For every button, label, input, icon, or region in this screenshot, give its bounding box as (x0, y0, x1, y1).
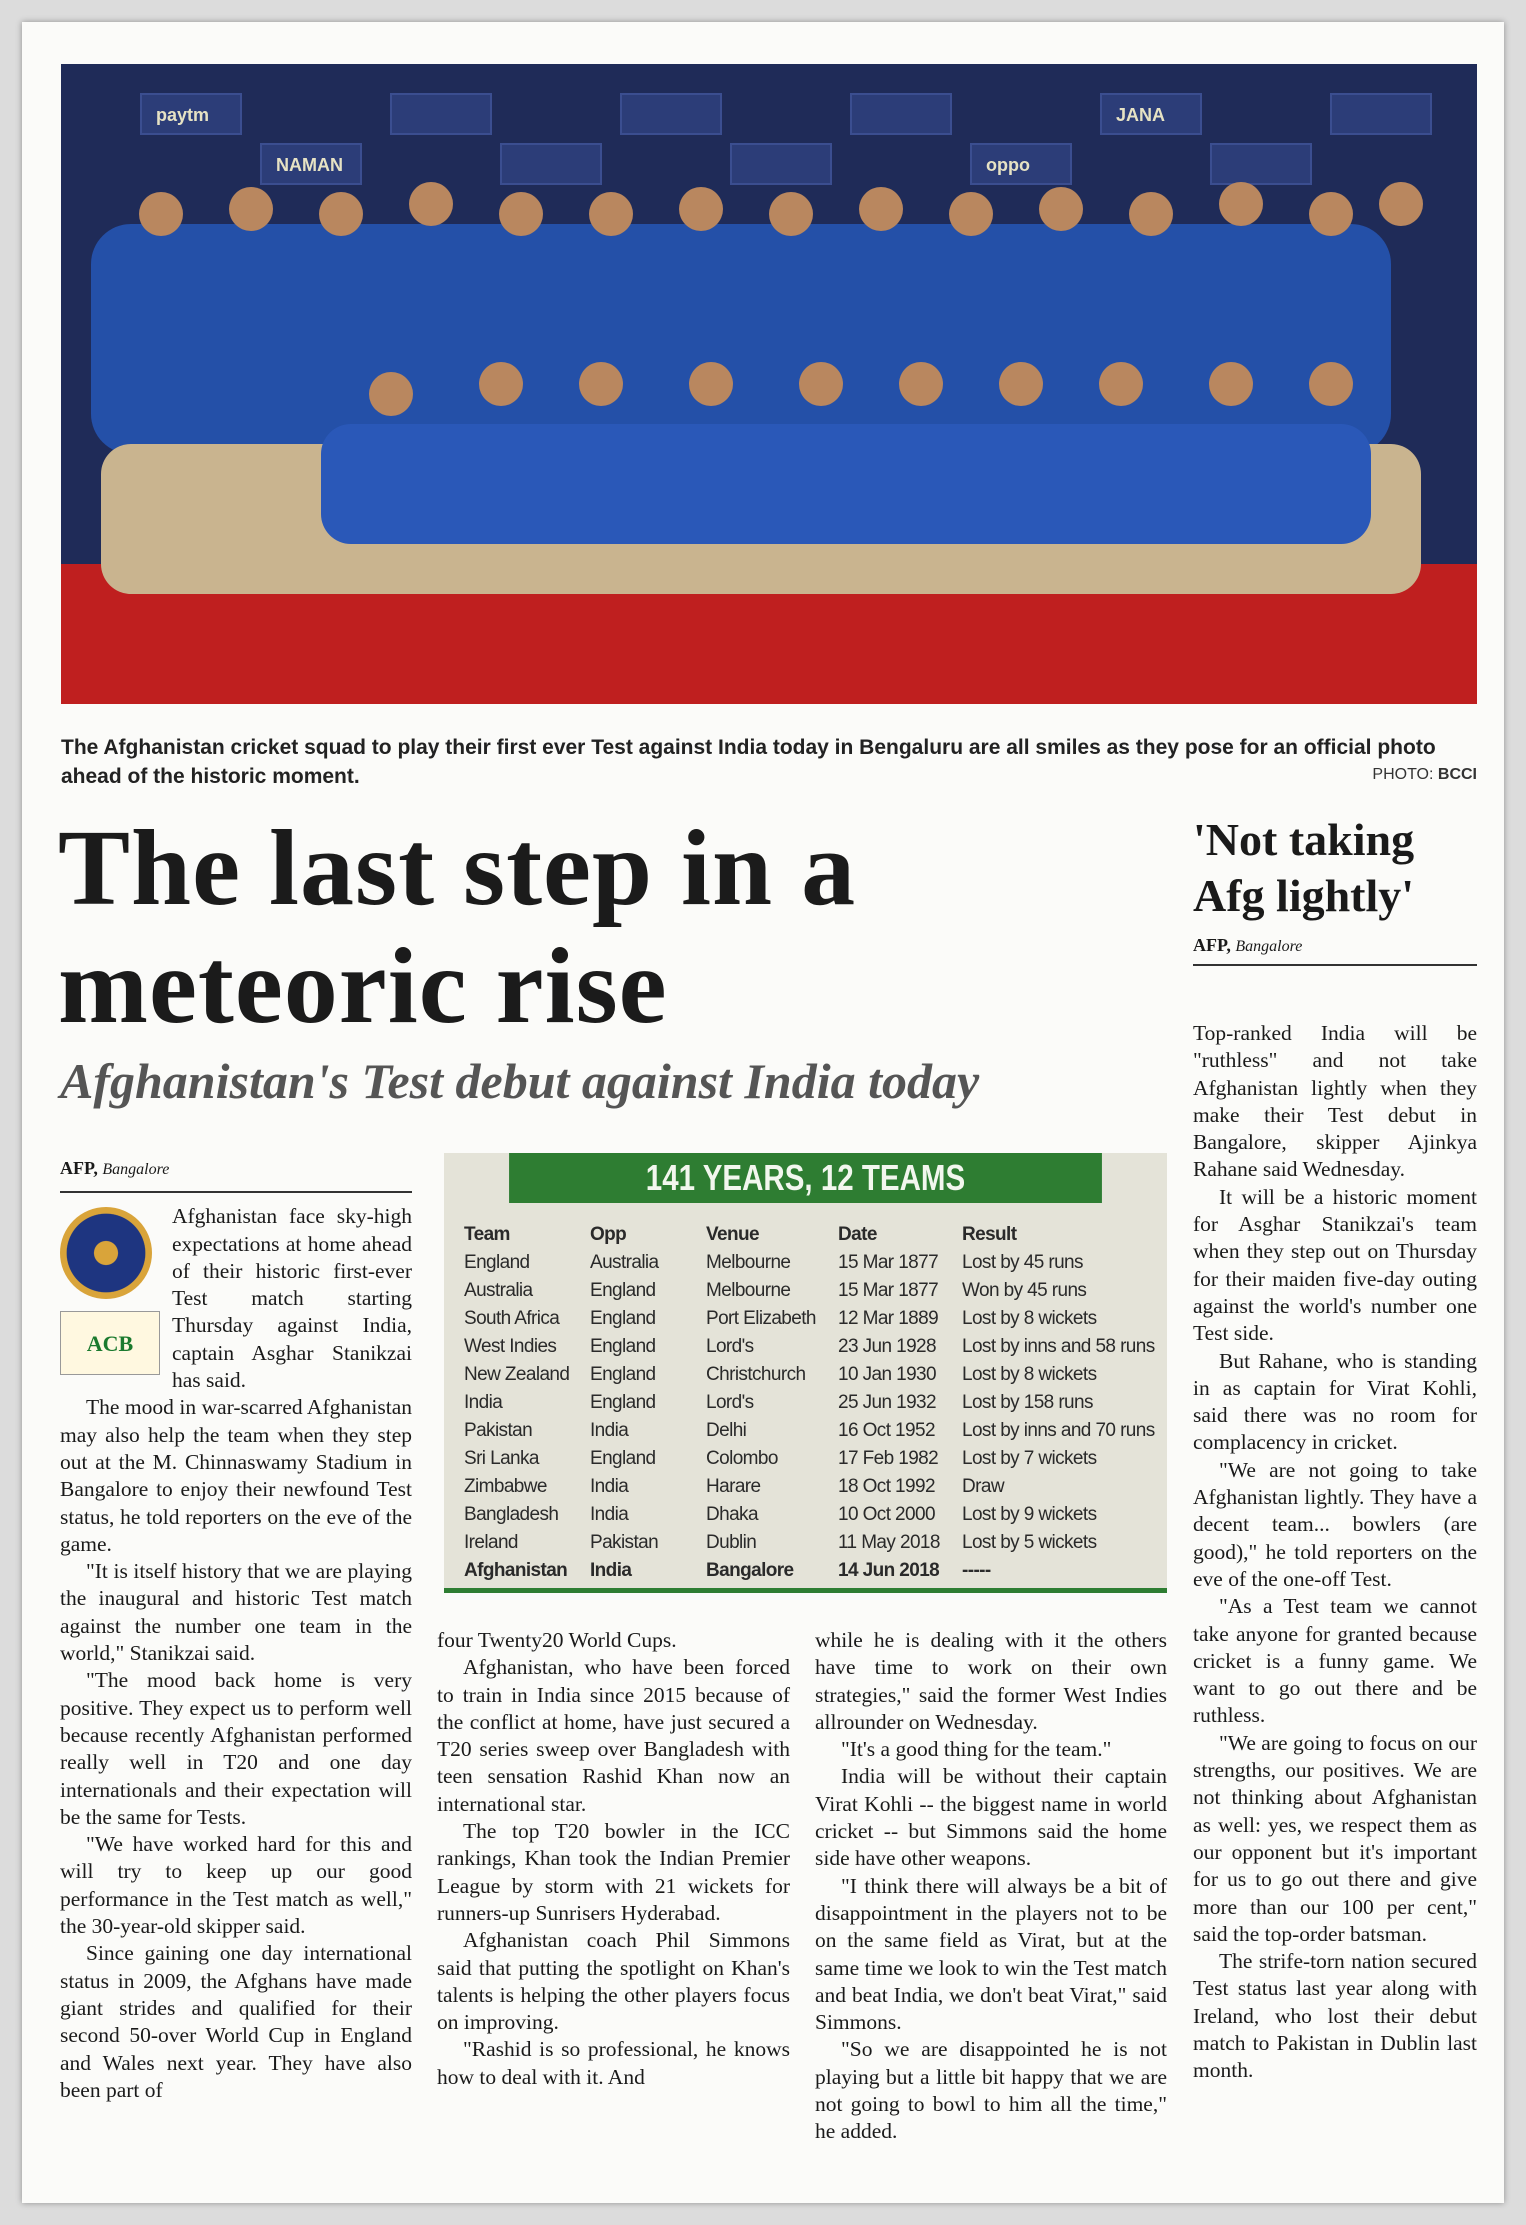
table-row (464, 1305, 1155, 1333)
paragraph: Top-ranked India will be "ruthless" and not take Afghanistan lightly when they make their Test debut in Bangalore, skipper Ajinkya Rahane said Wednesday. (1193, 1021, 1477, 1182)
byline-place: Bangalore (102, 1161, 170, 1178)
cell-team: Ireland (464, 1532, 518, 1553)
cell-date: 17 Feb 1982 (838, 1448, 939, 1469)
divider (60, 1191, 412, 1193)
subheadline: Afghanistan's Test debut against India today (60, 1053, 980, 1109)
cell-date: 15 Mar 1877 (838, 1280, 939, 1301)
cell-opp: Australia (590, 1252, 659, 1273)
table-header-row (464, 1221, 1155, 1249)
cell-team: Zimbabwe (464, 1476, 547, 1497)
headline (58, 810, 1178, 1046)
header-result: Result (962, 1224, 1017, 1245)
cell-opp: England (590, 1308, 656, 1329)
cell-result: Lost by 158 runs (962, 1392, 1093, 1413)
headline-line-1: The last step in a (58, 809, 857, 928)
cell-team: Australia (464, 1280, 533, 1301)
cell-opp: England (590, 1448, 656, 1469)
table-row (464, 1417, 1155, 1445)
paragraph: Afghanistan face sky-high expectations at home ahead of their historic first-ever Test match starting Thursday against India, captain Asghar Stanikzai has said. (172, 1204, 412, 1393)
article-column-3 (815, 1627, 1167, 2146)
cell-team: New Zealand (464, 1364, 570, 1385)
paragraph: "So we are disappointed he is not playing but a little bit happy that we are not going to bowl to him all the time," he added. (815, 2037, 1167, 2144)
cell-result: Won by 45 runs (962, 1280, 1087, 1301)
cell-result: Draw (962, 1476, 1004, 1497)
headline-line-2: meteoric rise (58, 927, 668, 1046)
cell-date: 10 Oct 2000 (838, 1504, 935, 1525)
cell-result: Lost by 45 runs (962, 1252, 1083, 1273)
table-row (464, 1529, 1155, 1557)
byline-agency: AFP, (60, 1158, 98, 1178)
table-row (464, 1389, 1155, 1417)
cell-venue: Port Elizabeth (706, 1308, 816, 1329)
paragraph: "We are going to focus on our strengths, our positives. We are not thinking about Afghanistan as well: yes, we respect them as our opponent but it's important for us to go out there and give more than our 100 per cent," said the top-order batsman. (1193, 1730, 1477, 1946)
cell-result: Lost by 5 wickets (962, 1532, 1097, 1553)
byline (60, 1155, 412, 1183)
paragraph: It will be a historic moment for Asghar Stanikzai's team when they step out on Thursday for their maiden five-day outing against the world's number one Test side. (1193, 1184, 1477, 1346)
credit-source: BCCI (1437, 766, 1477, 783)
cell-opp: England (590, 1364, 656, 1385)
team-photo (61, 64, 1477, 704)
header-team: Team (464, 1224, 510, 1245)
cell-venue: Harare (706, 1476, 761, 1497)
article-column-2 (437, 1627, 790, 2091)
cell-team: Sri Lanka (464, 1448, 539, 1469)
cell-team: Pakistan (464, 1420, 533, 1441)
paragraph: The strife-torn nation secured Test status last year along with Ireland, who lost their debut match to Pakistan in Dublin last month. (1193, 1949, 1477, 2083)
paragraph: The mood in war-scarred Afghanistan may also help the team when they step out at the M. Chinnaswamy Stadium in Bangalore to enjoy their newfound Test status, he told reporters on the eve of the game. (60, 1395, 412, 1556)
table-row (464, 1333, 1155, 1361)
table-row (464, 1501, 1155, 1529)
cell-opp: England (590, 1336, 656, 1357)
paragraph: "We have worked hard for this and will try to keep up our good performance in the Test match as well," the 30-year-old skipper said. (60, 1832, 412, 1939)
cell-team: England (464, 1252, 530, 1273)
cell-venue: Lord's (706, 1392, 754, 1413)
cell-result: Lost by 7 wickets (962, 1448, 1097, 1469)
sidebar-article (1193, 1020, 1477, 2085)
byline-agency: AFP, (1193, 935, 1231, 955)
paragraph: Since gaining one day international status in 2009, the Afghans have made giant strides and qualified for their second 50-over World Cup in England and Wales next year. They have also been part of (60, 1941, 412, 2102)
paragraph: Afghanistan coach Phil Simmons said that putting the spotlight on Khan's talents is helping the other players focus on improving. (437, 1928, 790, 2035)
cell-team: Afghanistan (464, 1560, 568, 1581)
cell-result: Lost by 8 wickets (962, 1364, 1097, 1385)
cell-opp: India (590, 1504, 629, 1525)
table-row (464, 1473, 1155, 1501)
test-debuts-table (444, 1153, 1167, 1593)
byline-place: Bangalore (1235, 938, 1303, 955)
sponsor-jana: JANA (1116, 105, 1166, 125)
paragraph: "The mood back home is very positive. They expect us to perform well because recently Afghanistan performed really well in T20 and one day internationals and their expectation will be the same for Tests. (60, 1668, 412, 1829)
cell-result: Lost by inns and 70 runs (962, 1420, 1155, 1441)
paragraph: "As a Test team we cannot take anyone for granted because cricket is a funny game. We want to go out there and be ruthless. (1193, 1594, 1477, 1728)
sponsor-oppo: oppo (986, 155, 1030, 175)
cell-opp: India (590, 1476, 629, 1497)
divider (1193, 964, 1477, 966)
cell-venue: Colombo (706, 1448, 778, 1469)
cell-opp: India (590, 1420, 629, 1441)
cell-result: Lost by 9 wickets (962, 1504, 1097, 1525)
cell-result: Lost by inns and 58 runs (962, 1336, 1155, 1357)
cell-venue: Melbourne (706, 1280, 791, 1301)
cell-team: India (464, 1392, 503, 1413)
paragraph: "It is itself history that we are playing the inaugural and historic Test match against the number one team in the world," Stanikzai said. (60, 1559, 412, 1666)
table-row (464, 1249, 1155, 1277)
cell-venue: Christchurch (706, 1364, 806, 1385)
sidebar-headline: 'Not taking Afg lightly' (1193, 814, 1415, 921)
paragraph: But Rahane, who is standing in as captain for Virat Kohli, said there was no room for complacency in cricket. (1193, 1348, 1477, 1455)
cell-team: Bangladesh (464, 1504, 559, 1525)
photo-credit (1372, 766, 1477, 784)
acb-logo: ACB (60, 1311, 160, 1375)
cell-date: 16 Oct 1952 (838, 1420, 935, 1441)
cell-opp: England (590, 1392, 656, 1413)
cell-date: 14 Jun 2018 (838, 1560, 940, 1581)
cell-venue: Delhi (706, 1420, 747, 1441)
article-column-1 (60, 1155, 412, 2104)
cell-venue: Dhaka (706, 1504, 758, 1525)
paragraph: four Twenty20 World Cups. (437, 1628, 677, 1652)
header-venue: Venue (706, 1224, 759, 1245)
cell-date: 18 Oct 1992 (838, 1476, 935, 1497)
table-row (464, 1445, 1155, 1473)
table-row (464, 1361, 1155, 1389)
paragraph: "Rashid is so professional, he knows how to deal with it. And (437, 2037, 790, 2089)
sponsor-paytm: paytm (156, 105, 210, 125)
header-date: Date (838, 1224, 877, 1245)
cell-result: ----- (962, 1560, 991, 1581)
sidebar-byline (1193, 935, 1477, 976)
paragraph: Afghanistan, who have been forced to train in India since 2015 because of the conflict at home, have just secured a T20 series sweep over Bangladesh with teen sensation Rashid Khan now an international star. (437, 1655, 790, 1816)
credit-label: PHOTO: (1372, 766, 1434, 783)
cell-opp: India (590, 1560, 632, 1581)
cell-team: South Africa (464, 1308, 560, 1329)
cell-date: 12 Mar 1889 (838, 1308, 939, 1329)
photo-caption: The Afghanistan cricket squad to play their first ever Test against India today in Bengaluru are all smiles as they pose for an official photo ahead of the historic moment. (61, 736, 1436, 788)
paragraph: while he is dealing with it the others have time to work on their own strategies," said the former West Indies allrounder on Wednesday. (815, 1628, 1167, 1734)
cell-date: 25 Jun 1932 (838, 1392, 936, 1413)
cell-date: 10 Jan 1930 (838, 1364, 936, 1385)
cell-venue: Dublin (706, 1532, 757, 1553)
paragraph: "It's a good thing for the team." (841, 1737, 1112, 1762)
sponsor-naman: NAMAN (276, 155, 343, 175)
cell-result: Lost by 8 wickets (962, 1308, 1097, 1329)
header-opp: Opp (590, 1224, 627, 1245)
cell-date: 23 Jun 1928 (838, 1336, 936, 1357)
cell-date: 11 May 2018 (838, 1532, 940, 1553)
table-title: 141 YEARS, 12 TEAMS (509, 1153, 1102, 1203)
paragraph: India will be without their captain Virat Kohli -- the biggest name in world cricket -- but Simmons said the home side have other weapons. (815, 1764, 1167, 1871)
paragraph: "I think there will always be a bit of disappointment in the players not to be on the same field as Virat, but at the same time we look to win the Test match and beat India, we don't beat Virat," said Simmons. (815, 1873, 1167, 2035)
cell-venue: Bangalore (706, 1560, 794, 1581)
cell-venue: Melbourne (706, 1252, 791, 1273)
cell-team: West Indies (464, 1336, 557, 1357)
cell-date: 15 Mar 1877 (838, 1252, 939, 1273)
cell-opp: England (590, 1280, 656, 1301)
table-row (464, 1277, 1155, 1305)
table-row (464, 1557, 1155, 1585)
logos (60, 1203, 160, 1375)
cell-venue: Lord's (706, 1336, 754, 1357)
paragraph: The top T20 bowler in the ICC rankings, Khan took the Indian Premier League by storm with 21 wickets for runners-up Sunrisers Hyderabad. (437, 1819, 790, 1925)
cell-opp: Pakistan (590, 1532, 659, 1553)
bcci-logo (60, 1207, 152, 1299)
paragraph: "We are not going to take Afghanistan lightly. They have a decent team... bowlers (are good)," he told reporters on the eve of the one-off Test. (1193, 1457, 1477, 1591)
